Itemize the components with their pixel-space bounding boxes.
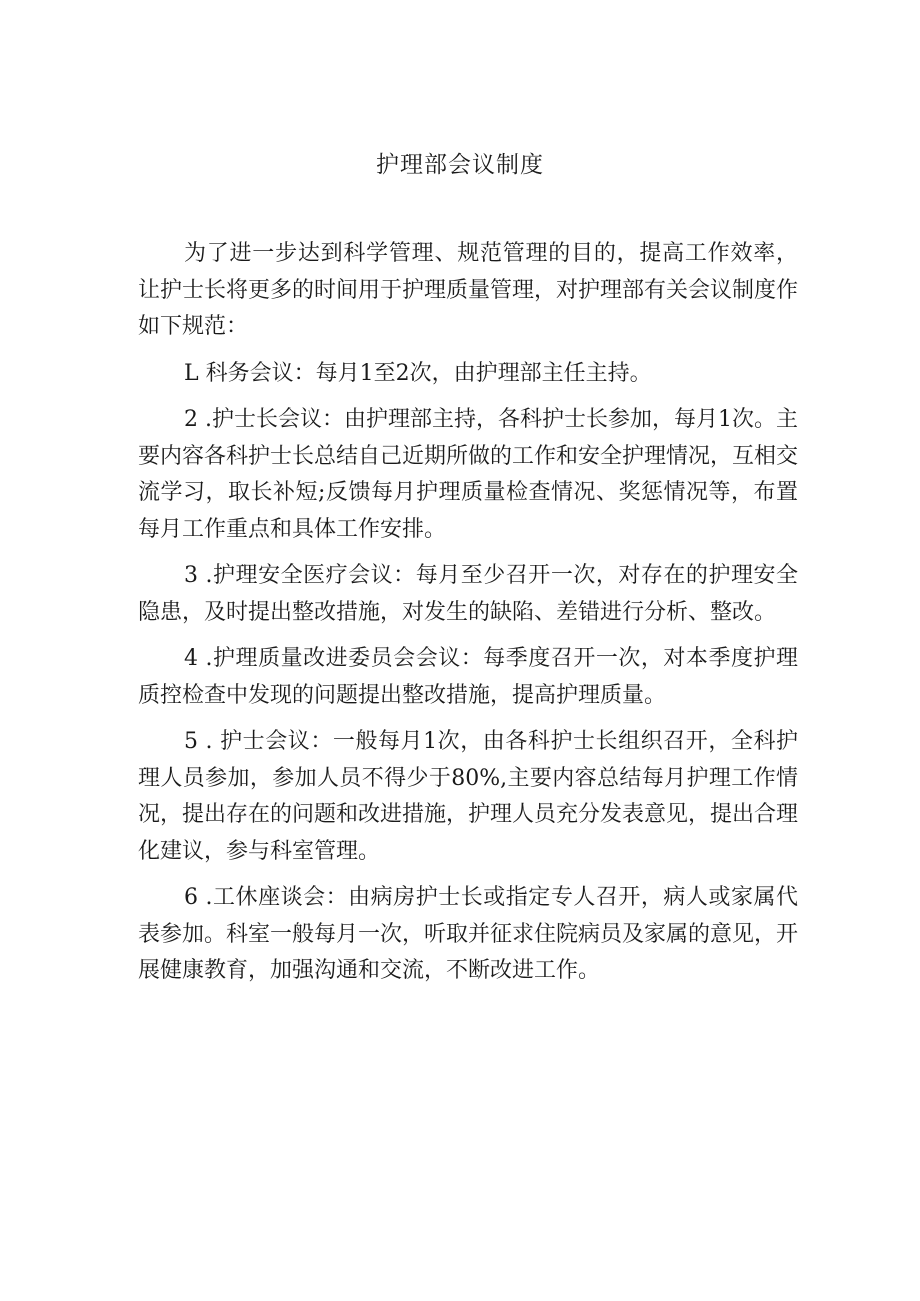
item-6 xyxy=(138,880,798,990)
item-3 xyxy=(138,558,798,631)
item-number: 6 . xyxy=(184,885,213,910)
item-5 xyxy=(138,724,798,870)
item-number: 4 . xyxy=(184,646,213,671)
item-number: L xyxy=(184,360,199,386)
document-title: 护理部会议制度 xyxy=(376,152,544,178)
item-number: 3 . xyxy=(184,563,213,588)
item-text: 护理质量改进委员会会议：每季度召开一次，对本季度护理质控检查中发现的问题提出整改措施，提高护理质量。 xyxy=(138,646,798,708)
item-number: 2 . xyxy=(184,407,212,432)
item-text: 护理安全医疗会议：每月至少召开一次，对存在的护理安全隐患，及时提出整改措施，对发生的缺陷、差错进行分析、整改。 xyxy=(138,563,798,625)
item-1 xyxy=(138,356,798,393)
item-text: 科务会议：每月1至2次，由护理部主任主持。 xyxy=(205,360,652,386)
item-2 xyxy=(138,402,798,548)
item-text: 工休座谈会：由病房护士长或指定专人召开，病人或家属代表参加。科室一般每月一次，听取并征求住院病员及家属的意见，开展健康教育，加强沟通和交流，不断改进工作。 xyxy=(138,885,799,983)
item-4 xyxy=(138,641,798,714)
item-number: 5 . xyxy=(184,729,213,754)
item-text: 护士长会议：由护理部主持，各科护士长参加，每月1次。主要内容各科护士长总结自己近期所做的工作和安全护理情况，互相交流学习，取长补短;反馈每月护理质量检查情况、奖惩情况等，布置每月工作重点和具体工作安排。 xyxy=(138,407,799,542)
document-body xyxy=(138,236,798,990)
item-text: 护士会议：一般每月1次，由各科护士长组织召开，全科护理人员参加，参加人员不得少于80%,主要内容总结每月护理工作情况，提出存在的问题和改进措施，护理人员充分发表意见，提出合理化建议，参与科室管理。 xyxy=(138,729,799,864)
intro-paragraph: 为了进一步达到科学管理、规范管理的目的，提高工作效率，让护士长将更多的时间用于护理质量管理，对护理部有关会议制度作如下规范： xyxy=(138,241,799,339)
